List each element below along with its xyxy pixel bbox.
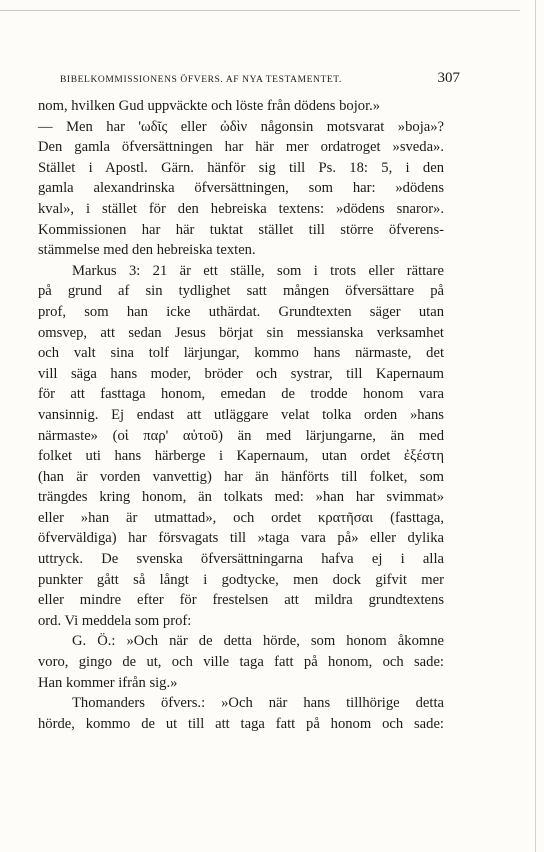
text-line: Kommissionen har här tuktat stället till större öfverens-: [38, 221, 444, 238]
text-line: för att fasttaga honom, emedan de trodde honom vara: [38, 386, 444, 403]
text-line: närmaste» (οἱ παρ' αὐτοῦ) än med lärjungarne, än med: [38, 427, 444, 444]
text-line: folket uti hans härberge i Kapernaum, utan ordet ἐξέστη: [38, 448, 444, 465]
page-edge: [535, 0, 536, 852]
text-line: gamla alexandrinska öfversättningen, som har: »dödens: [38, 180, 444, 197]
text-line: uttryck. De svenska öfversättningarna hafva ej i alla: [38, 551, 444, 568]
page-header: [60, 70, 460, 87]
text-line: och valt sina tolf lärjungar, kommo hans närmaste, det: [38, 345, 444, 362]
text-line: på grund af sin tydlighet satt mången öfversättare på: [38, 283, 444, 300]
text-line: voro, gingo de ut, och ville taga fatt på honom, och sade:: [38, 654, 444, 671]
text-line: vansinnig. Ej endast att utläggare velat tolka orden »hans: [38, 406, 444, 423]
text-line: — Men har 'ωδῖς eller ὠδὶν någonsin motsvarat »boja»?: [38, 118, 444, 135]
text-line: prof, som han icke uthärdat. Grundtexten säger utan: [38, 303, 444, 320]
text-line: ord. Vi meddela som prof:: [38, 612, 192, 629]
text-line: (han är vorden vanvettig) har än hänförts till folket, som: [38, 468, 444, 485]
text-line: kval», i stället för den hebreiska textens: »dödens snaror».: [38, 200, 444, 217]
page-number: 307: [437, 70, 460, 86]
text-line: Markus 3: 21 är ett ställe, som i trots eller rättare: [72, 262, 444, 279]
text-line: Han kommer ifrån sig.»: [38, 674, 178, 691]
text-line: stämmelse med den hebreiska texten.: [38, 242, 256, 259]
text-line: omsvep, att sedan Jesus börjat sin messianska verksamhet: [38, 324, 444, 341]
text-line: Stället i Apostl. Gärn. hänför sig till Ps. 18: 5, i den: [38, 159, 444, 176]
top-rule: [0, 10, 520, 11]
text-line: G. Ö.: »Och när de detta hörde, som honom åkomne: [72, 633, 444, 650]
text-line: Den gamla öfversättningen har här mer ordatroget »sveda».: [38, 139, 444, 156]
text-line: hörde, kommo de ut till att taga fatt på honom och sade:: [38, 715, 444, 732]
text-line: eller mindre efter för frestelsen att mildra grundtextens: [38, 592, 444, 609]
text-line: Thomanders öfvers.: »Och när hans tillhörige detta: [72, 695, 444, 712]
running-title: BIBELKOMMISSIONENS ÖFVERS. AF NYA TESTAMENTET.: [60, 75, 342, 85]
text-line: punkter gått så långt i godtycke, men dock gifvit mer: [38, 571, 444, 588]
text-line: nom, hvilken Gud uppväckte och löste från dödens bojor.»: [38, 98, 381, 114]
body-text: [38, 96, 444, 734]
text-line: trängdes kring honom, än tolkats med: »han har svimmat»: [38, 489, 444, 506]
text-line: öfverväldiga) har försvagats till »taga vara på» eller dylika: [38, 530, 444, 547]
text-line: vill säga hans moder, bröder och systrar, till Kapernaum: [38, 365, 444, 382]
text-line: eller »han är utmattad», och ordet κρατῆσαι (fasttaga,: [38, 509, 444, 526]
